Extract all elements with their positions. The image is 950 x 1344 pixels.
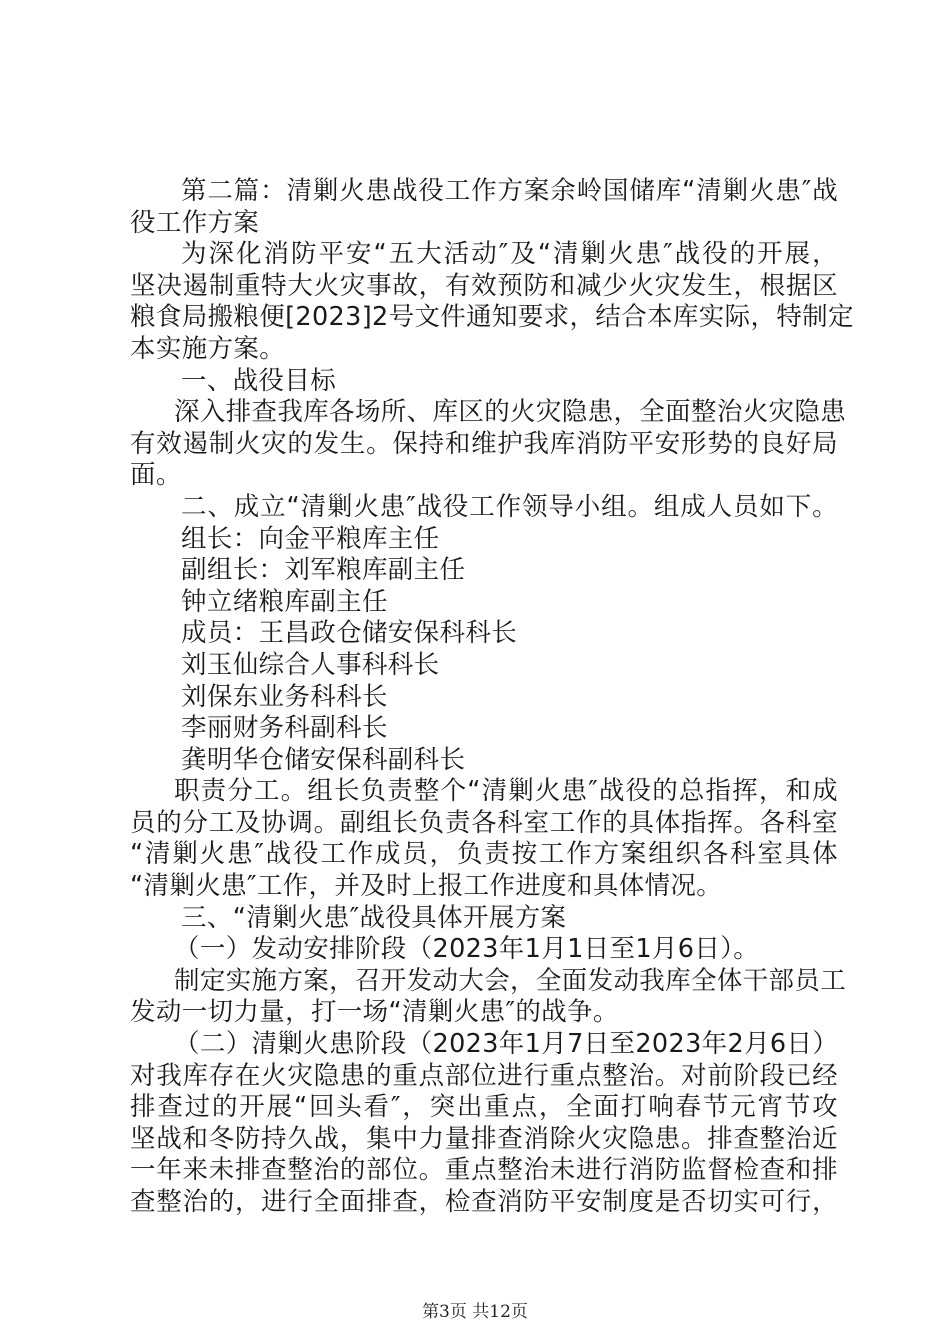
member-line: 刘玉仙综合人事科科长: [181, 649, 440, 680]
paragraph-line: “清剿火患″工作，并及时上报工作进度和具体情况。: [130, 871, 723, 902]
title-line: 第二篇：清剿火患战役工作方案余岭国储库“清剿火患″战: [181, 176, 838, 206]
paragraph-line: 坚决遏制重特大火灾事故，有效预防和减少火灾发生，根据区: [130, 270, 838, 301]
paragraph-line: 员的分工及协调。副组长负责各科室工作的具体指挥。各科室: [130, 807, 838, 838]
page-number-footer: 第3页 共12页: [422, 1302, 528, 1322]
paragraph-line: 粮食局搬粮便[2023]2号文件通知要求，结合本库实际，特制定: [130, 302, 854, 333]
member-line: 钟立绪粮库副主任: [181, 586, 388, 617]
paragraph-line: 制定实施方案，召开发动大会，全面发动我库全体干部员工: [174, 965, 847, 996]
member-line: 刘保东业务科科长: [181, 681, 388, 712]
paragraph-line: 面。: [130, 460, 182, 491]
member-line: 李丽财务科副科长: [181, 713, 388, 744]
paragraph-line: 为深化消防平安“五大活动″及“清剿火患″战役的开展，: [181, 239, 838, 270]
subsection-heading: （一）发动安排阶段（2023年1月1日至1月6日）。: [174, 934, 760, 965]
member-line: 成员：王昌政仓储安保科科长: [181, 618, 518, 649]
paragraph-line: 本实施方案。: [130, 333, 286, 364]
paragraph-line: 排查过的开展“回头看″，突出重点，全面打响春节元宵节攻: [130, 1092, 838, 1123]
paragraph-line: “清剿火患″战役工作成员，负责按工作方案组织各科室具体: [130, 839, 838, 870]
paragraph-line: 一年来未排查整治的部位。重点整治未进行消防监督检查和排: [130, 1155, 838, 1186]
member-line: 龚明华仓储安保科副科长: [181, 744, 466, 775]
paragraph-line: 查整治的，进行全面排查，检查消防平安制度是否切实可行，: [130, 1187, 838, 1217]
paragraph-line: 坚战和冬防持久战，集中力量排查消除火灾隐患。排查整治近: [130, 1123, 838, 1154]
title-line: 役工作方案: [130, 207, 260, 238]
member-line: 组长：向金平粮库主任: [181, 523, 440, 554]
section-heading: 三、“清剿火患″战役具体开展方案: [181, 902, 567, 933]
document-body: [130, 176, 854, 1219]
paragraph-line: 对我库存在火灾隐患的重点部位进行重点整治。对前阶段已经: [130, 1060, 838, 1091]
paragraph-line: 发动一切力量，打一场“清剿火患″的战争。: [130, 997, 619, 1028]
paragraph-line: 深入排查我库各场所、库区的火灾隐患，全面整治火灾隐患: [174, 397, 847, 428]
paragraph-line: 职责分工。组长负责整个“清剿火患″战役的总指挥，和成: [174, 776, 838, 807]
paragraph-line: 有效遏制火灾的发生。保持和维护我库消防平安形势的良好局: [130, 428, 838, 459]
member-line: 副组长：刘军粮库副主任: [181, 555, 466, 586]
section-heading: 一、战役目标: [181, 365, 337, 396]
subsection-heading: （二）清剿火患阶段（2023年1月7日至2023年2月6日）: [174, 1029, 839, 1060]
section-heading: 二、成立“清剿火患″战役工作领导小组。组成人员如下。: [181, 491, 838, 522]
